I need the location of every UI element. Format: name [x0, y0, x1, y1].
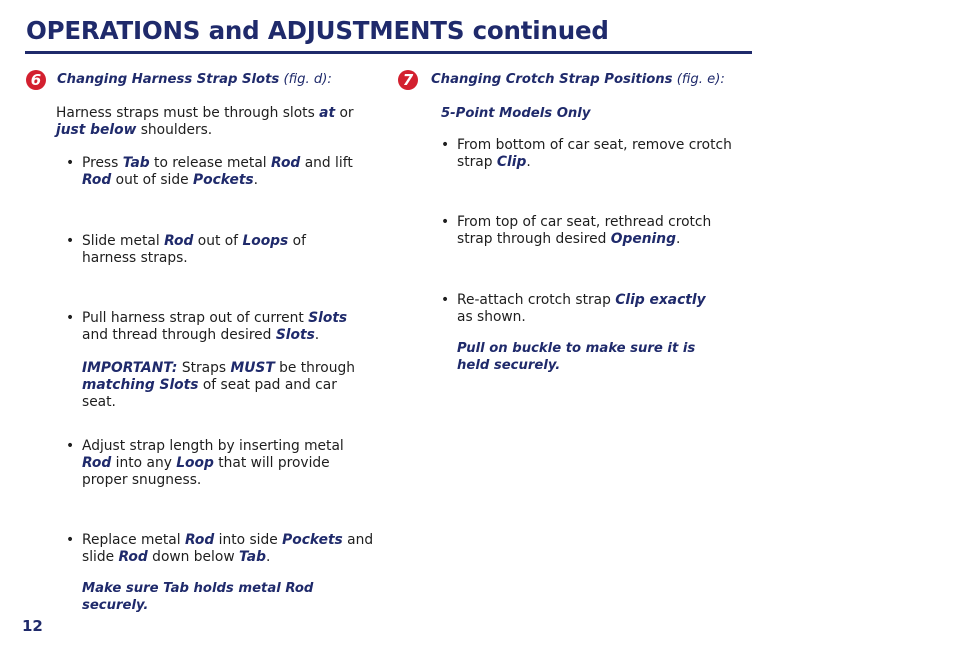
- section-6-note: Make sure Tab holds metal Rod securely.: [82, 581, 314, 613]
- step-6-badge: 6: [26, 70, 46, 90]
- page-number: 12: [22, 617, 43, 635]
- section-7-heading: [431, 72, 725, 87]
- page-title: OPERATIONS and ADJUSTMENTS continued: [26, 16, 609, 45]
- section-6-title: Changing Harness Strap Slots: [57, 72, 280, 87]
- section-6-fig: (fig. d):: [283, 72, 332, 87]
- section-7-subheading: 5-Point Models Only: [441, 106, 591, 121]
- step-7-badge: 7: [398, 70, 418, 90]
- section-6-intro: Harness straps must be through slots at or just below shoulders.: [56, 105, 354, 138]
- section-6-important: IMPORTANT: Straps MUST be through matching Slots of seat pad and car seat.: [82, 360, 355, 410]
- title-rule: [25, 51, 752, 54]
- section-6-heading: [57, 72, 332, 87]
- section-7-fig: (fig. e):: [676, 72, 725, 87]
- section-7-title: Changing Crotch Strap Positions: [431, 72, 673, 87]
- section-7-note: Pull on buckle to make sure it is held securely.: [457, 341, 696, 373]
